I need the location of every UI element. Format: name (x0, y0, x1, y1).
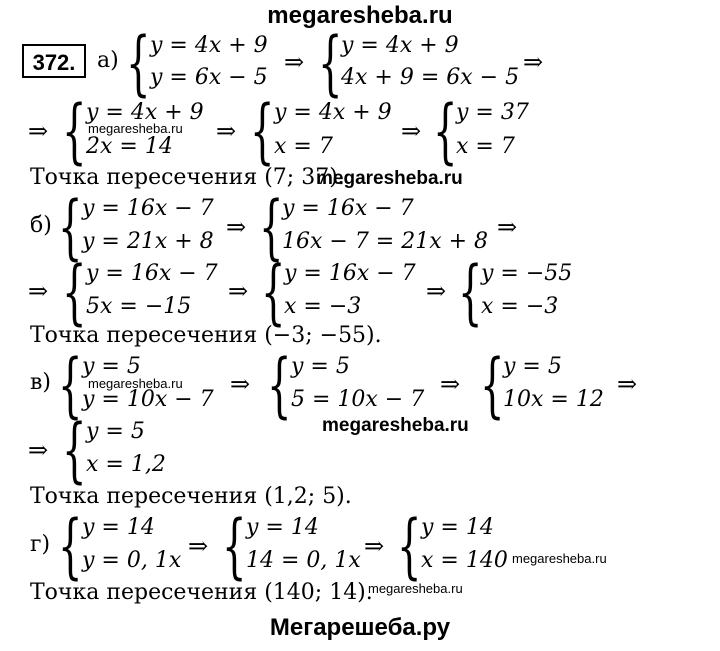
equation: x = −3 (284, 294, 362, 319)
watermark: megaresheba.ru (368, 581, 463, 596)
answer-a: Точка пересечения (7; 37). (30, 165, 345, 190)
equation: y = 5 (86, 419, 145, 444)
brace: { (433, 90, 458, 172)
equation: y = 10x − 7 (82, 387, 214, 412)
equation: 5 = 10x − 7 (291, 387, 425, 412)
equation: x = 140 (421, 548, 508, 573)
equation: 16x − 7 = 21x + 8 (282, 229, 489, 254)
brace: { (222, 505, 247, 587)
equation: y = 5 (503, 354, 562, 379)
equation: 14 = 0, 1x (246, 548, 361, 573)
equation: 10x = 12 (503, 387, 604, 412)
brace: { (58, 505, 83, 587)
brace: { (58, 186, 83, 268)
equation: y = 14 (82, 515, 155, 540)
brace: { (480, 344, 505, 426)
answer-v: Точка пересечения (1,2; 5). (30, 484, 352, 509)
equation: y = 4x + 9 (341, 33, 459, 58)
brace: { (58, 344, 83, 426)
implies-arrow: ⇒ (28, 277, 49, 305)
watermark: megaresheba.ru (322, 415, 469, 436)
equation: y = 16x − 7 (284, 261, 416, 286)
part-v-label: в) (30, 370, 51, 395)
implies-arrow: ⇒ (617, 370, 638, 398)
brace: { (250, 90, 275, 172)
equation: y = 4x + 9 (274, 100, 392, 125)
brace: { (397, 505, 422, 587)
brace: { (458, 251, 483, 333)
equation: y = 16x − 7 (82, 196, 214, 221)
equation: x = −3 (481, 294, 559, 319)
equation: y = 16x − 7 (282, 196, 414, 221)
equation: y = 37 (456, 100, 529, 125)
answer-b: Точка пересечения (−3; −55). (30, 323, 382, 348)
brace: { (261, 251, 286, 333)
brace: { (62, 409, 87, 491)
site-header: megaresheba.ru (267, 2, 453, 29)
brace: { (259, 186, 284, 268)
equation: x = 7 (456, 134, 515, 159)
implies-arrow: ⇒ (216, 117, 237, 145)
implies-arrow: ⇒ (28, 436, 49, 464)
problem-number: 372. (22, 44, 86, 78)
implies-arrow: ⇒ (188, 532, 209, 560)
implies-arrow: ⇒ (497, 213, 518, 241)
equation: y = 6x − 5 (150, 65, 268, 90)
equation: y = 14 (421, 515, 494, 540)
implies-arrow: ⇒ (226, 213, 247, 241)
equation: x = 1,2 (86, 452, 166, 477)
implies-arrow: ⇒ (28, 117, 49, 145)
brace: { (62, 90, 87, 172)
brace: { (62, 251, 87, 333)
watermark: megaresheba.ru (88, 376, 183, 391)
part-b-label: б) (30, 213, 52, 238)
implies-arrow: ⇒ (228, 277, 249, 305)
watermark: megaresheba.ru (88, 121, 183, 136)
equation: y = −55 (481, 261, 573, 286)
implies-arrow: ⇒ (284, 48, 305, 76)
brace: { (267, 344, 292, 426)
equation: y = 0, 1x (82, 548, 182, 573)
equation: y = 4x + 9 (150, 33, 268, 58)
part-a-label: а) (97, 48, 119, 73)
implies-arrow: ⇒ (440, 370, 461, 398)
equation: y = 5 (291, 354, 350, 379)
watermark: megaresheba.ru (316, 168, 463, 189)
implies-arrow: ⇒ (426, 277, 447, 305)
equation: 4x + 9 = 6x − 5 (341, 65, 520, 90)
part-g-label: г) (30, 532, 51, 557)
brace: { (318, 22, 343, 104)
implies-arrow: ⇒ (230, 370, 251, 398)
equation: x = 7 (274, 134, 333, 159)
answer-g: Точка пересечения (140; 14). (30, 580, 373, 605)
equation: y = 21x + 8 (82, 229, 214, 254)
implies-arrow: ⇒ (364, 532, 385, 560)
equation: y = 4x + 9 (86, 100, 204, 125)
equation: 2x = 14 (86, 134, 173, 159)
implies-arrow: ⇒ (523, 48, 544, 76)
brace: { (126, 22, 151, 104)
site-footer: Мегарешеба.ру (269, 614, 451, 641)
watermark: megaresheba.ru (512, 551, 607, 566)
equation: y = 5 (82, 354, 141, 379)
equation: y = 14 (246, 515, 319, 540)
equation: 5x = −15 (86, 294, 192, 319)
equation: y = 16x − 7 (86, 261, 218, 286)
implies-arrow: ⇒ (401, 117, 422, 145)
